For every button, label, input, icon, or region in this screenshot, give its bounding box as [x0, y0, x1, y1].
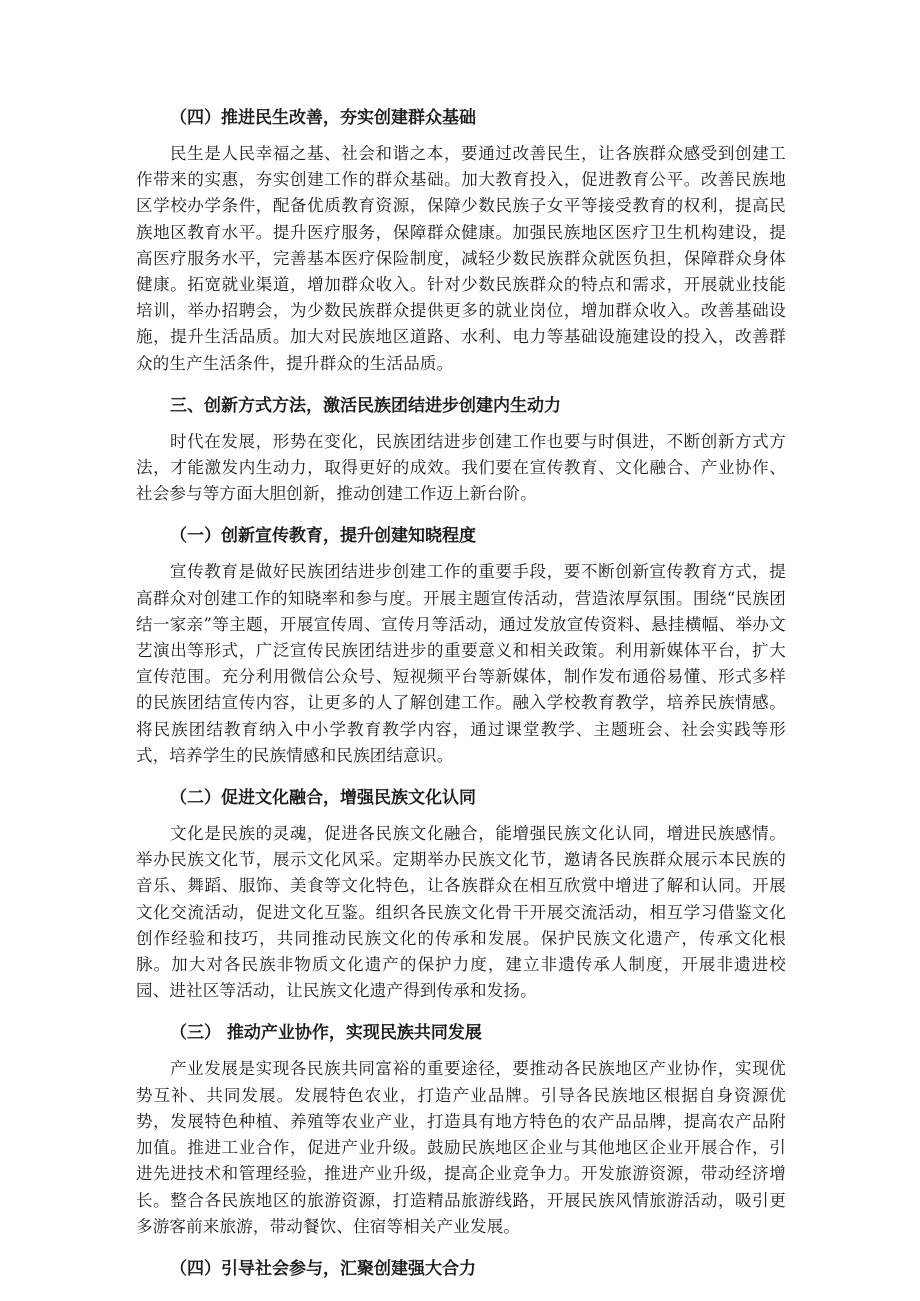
section-paragraph: 宣传教育是做好民族团结进步创建工作的重要手段，要不断创新宣传教育方式，提高群众对创建工作的知晓率和参与度。开展主题宣传活动，营造浓厚氛围。围绕“民族团结一家亲”等主题，开展宣传周、宣传月等活动，通过发放宣传资料、悬挂横幅、举办文艺演出等形式，广泛宣传民族团结进步的重要意义和相关政策。利用新媒体平台，扩大宣传范围。充分利用微信公众号、短视频平台等新媒体，制作发布通俗易懂、形式多样的民族团结宣传内容，让更多的人了解创建工作。融入学校教育教学，培养民族情感。将民族团结教育纳入中小学教育教学内容，通过课堂教学、主题班会、社会实践等形式，培养学生的民族情感和民族团结意识。	[136, 562, 786, 765]
section-heading: （二）促进文化融合，增强民族文化认同	[170, 788, 476, 809]
section-paragraph: 时代在发展，形势在变化，民族团结进步创建工作也要与时俱进，不断创新方式方法，才能激发内生动力，取得更好的成效。我们要在宣传教育、文化融合、产业协作、社会参与等方面大胆创新，推动创建工作迈上新台阶。	[136, 431, 786, 504]
section-heading: （四）引导社会参与，汇聚创建强大合力	[170, 1258, 476, 1279]
section-paragraph: 产业发展是实现各民族共同富裕的重要途径，要推动各民族地区产业协作，实现优势互补、共同发展。发展特色农业，打造产业品牌。引导各民族地区根据自身资源优势，发展特色种植、养殖等农业产业，打造具有地方特色的农产品品牌，提高农产品附加值。推进工业合作，促进产业升级。鼓励民族地区企业与其他地区企业开展合作，引进先进技术和管理经验，推进产业升级，提高企业竞争力。开发旅游资源，带动经济增长。整合各民族地区的旅游资源，打造精品旅游线路，开展民族风情旅游活动，吸引更多游客前来旅游，带动餐饮、住宿等相关产业发展。	[136, 1059, 786, 1236]
chapter-heading: 三、创新方式方法，激活民族团结进步创建内生动力	[170, 395, 561, 416]
section-heading: （四）推进民生改善，夯实创建群众基础	[170, 108, 476, 128]
section-heading: （三） 推动产业协作，实现民族共同发展	[170, 1023, 482, 1044]
document-page	[136, 105, 786, 1292]
section-heading: （一）创新宣传教育，提升创建知晓程度	[170, 526, 476, 547]
section-paragraph: 民生是人民幸福之基、社会和谐之本，要通过改善民生，让各族群众感受到创建工作带来的实惠，夯实创建工作的群众基础。加大教育投入，促进教育公平。改善民族地区学校办学条件，配备优质教育资源，保障少数民族子女平等接受教育的权利，提高民族地区教育水平。提升医疗服务，保障群众健康。加强民族地区医疗卫生机构建设，提高医疗服务水平，完善基本医疗保险制度，减轻少数民族群众就医负担，保障群众身体健康。拓宽就业渠道，增加群众收入。针对少数民族群众的特点和需求，开展就业技能培训，举办招聘会，为少数民族群众提供更多的就业岗位，增加群众收入。改善基础设施，提升生活品质。加大对民族地区道路、水利、电力等基础设施建设的投入，改善群众的生产生活条件，提升群众的生活品质。	[136, 144, 786, 373]
section-paragraph: 文化是民族的灵魂，促进各民族文化融合，能增强民族文化认同，增进民族感情。举办民族文化节，展示文化风采。定期举办民族文化节，邀请各民族群众展示本民族的音乐、舞蹈、服饰、美食等文化特色，让各族群众在相互欣赏中增进了解和认同。开展文化交流活动，促进文化互鉴。组织各民族文化骨干开展交流活动，相互学习借鉴文化创作经验和技巧，共同推动民族文化的传承和发展。保护民族文化遗产，传承文化根脉。加大对各民族非物质文化遗产的保护力度，建立非遗传承人制度，开展非遗进校园、进社区等活动，让民族文化遗产得到传承和发扬。	[136, 824, 786, 1001]
